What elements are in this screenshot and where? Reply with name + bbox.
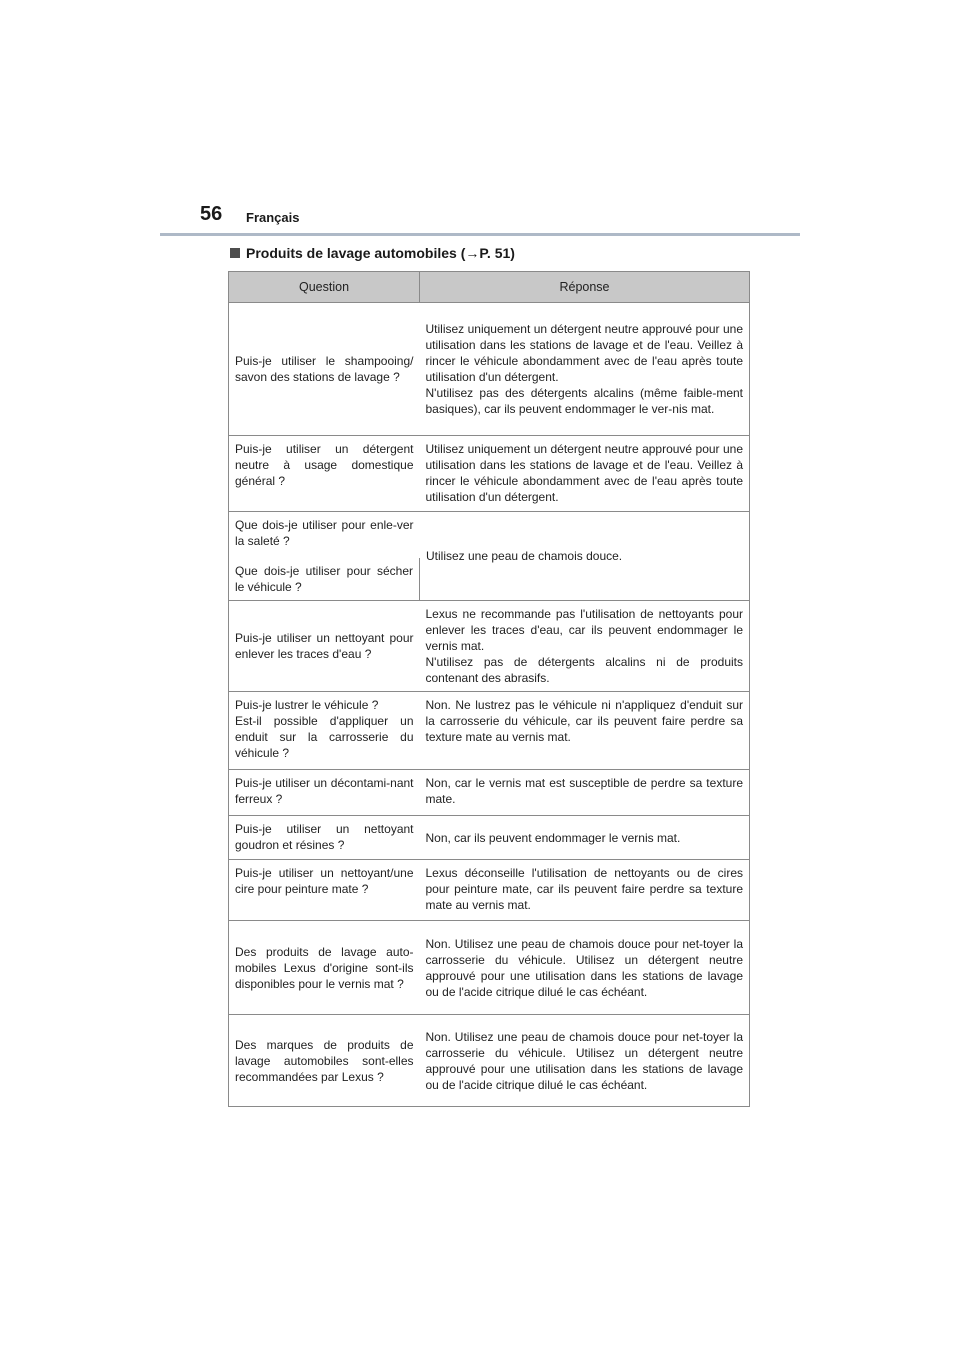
table-header-row: [229, 272, 750, 303]
answer-cell: Lexus ne recommande pas l'utilisation de nettoyants pour enlever les traces d'eau, car ils peuvent endommager le vernis mat. N'utilisez pas de détergents alcalins ni de produits contenant des abrasifs.: [420, 601, 750, 692]
section-heading: [230, 245, 515, 261]
table-row: [229, 770, 750, 816]
page-number: 56: [200, 203, 223, 225]
table-row: [229, 303, 750, 436]
column-header-answer: Réponse: [420, 272, 750, 303]
table-row: [229, 816, 750, 860]
table-row: [229, 1015, 750, 1107]
question-cell: Puis-je utiliser un décontami-nant ferreux ?: [229, 770, 420, 816]
question-cell: Puis-je utiliser un nettoyant pour enlever les traces d'eau ?: [229, 601, 420, 692]
heading-reference: P. 51): [479, 245, 515, 261]
answer-cell: Non, car le vernis mat est susceptible de perdre sa texture mate.: [420, 770, 750, 816]
answer-cell: Non. Utilisez une peau de chamois douce pour net-toyer la carrosserie du véhicule. Utilisez un détergent neutre approuvé pour une utilisation dans les stations de lavage ou de l'acide citrique dilué le cas échéant.: [420, 921, 750, 1015]
answer-cell: Utilisez uniquement un détergent neutre approuvé pour une utilisation dans les stations de lavage et de l'eau. Veillez à rincer le véhicule abondamment avec de l'eau après toute utilisation d'un détergent. N'utilisez pas des détergents alcalins (même faible-ment basiques), car ils peuvent endommager le ver-nis mat.: [420, 303, 750, 436]
answer-cell: Non, car ils peuvent endommager le vernis mat.: [420, 816, 750, 860]
question-cell: Puis-je utiliser un nettoyant goudron et résines ?: [229, 816, 420, 860]
question-cell: Puis-je utiliser un détergent neutre à usage domestique général ?: [229, 436, 420, 512]
column-header-question: Question: [229, 272, 420, 303]
answer-cell: Non. Utilisez une peau de chamois douce pour net-toyer la carrosserie du véhicule. Utilisez un détergent neutre approuvé pour une utilisation dans les stations de lavage ou de l'acide citrique dilué le cas échéant.: [420, 1015, 750, 1107]
table-row: [229, 692, 750, 770]
question-cell: Des produits de lavage auto-mobiles Lexus d'origine sont-ils disponibles pour le vernis mat ?: [229, 921, 420, 1015]
question-cell: Que dois-je utiliser pour enle-ver la saleté ?: [229, 512, 420, 558]
answer-cell: Non. Ne lustrez pas le véhicule ni n'appliquez d'enduit sur la carrosserie du véhicule, car ils peuvent faire perdre sa texture mate au vernis mat.: [420, 692, 750, 770]
answer-cell: Utilisez uniquement un détergent neutre approuvé pour une utilisation dans les stations de lavage et de l'eau. Veillez à rincer le véhicule abondamment avec de l'eau après toute utilisation d'un détergent.: [420, 436, 750, 512]
heading-text: Produits de lavage automobiles (: [246, 245, 466, 261]
square-bullet-icon: [230, 248, 240, 258]
table-row: [229, 436, 750, 512]
arrow-icon: →: [465, 245, 480, 261]
section-name: Français: [246, 210, 300, 225]
question-cell: Puis-je lustrer le véhicule ? Est-il possible d'appliquer un enduit sur la carrosserie du véhicule ?: [229, 692, 420, 770]
header-rule: [160, 233, 800, 236]
answer-cell: Utilisez une peau de chamois douce.: [420, 512, 750, 601]
question-cell: Puis-je utiliser un nettoyant/une cire pour peinture mate ?: [229, 860, 420, 921]
table-row: [229, 860, 750, 921]
question-cell: Que dois-je utiliser pour sécher le véhicule ?: [229, 558, 420, 601]
table-row: [229, 512, 750, 558]
answer-cell: Lexus déconseille l'utilisation de nettoyants ou de cires pour peinture mate, car ils peuvent faire perdre sa texture mate au vernis mat.: [420, 860, 750, 921]
question-cell: Puis-je utiliser le shampooing/ savon des stations de lavage ?: [229, 303, 420, 436]
table-row: [229, 601, 750, 692]
question-cell: Des marques de produits de lavage automobiles sont-elles recommandées par Lexus ?: [229, 1015, 420, 1107]
table-row: [229, 921, 750, 1015]
faq-table: [228, 271, 750, 1107]
